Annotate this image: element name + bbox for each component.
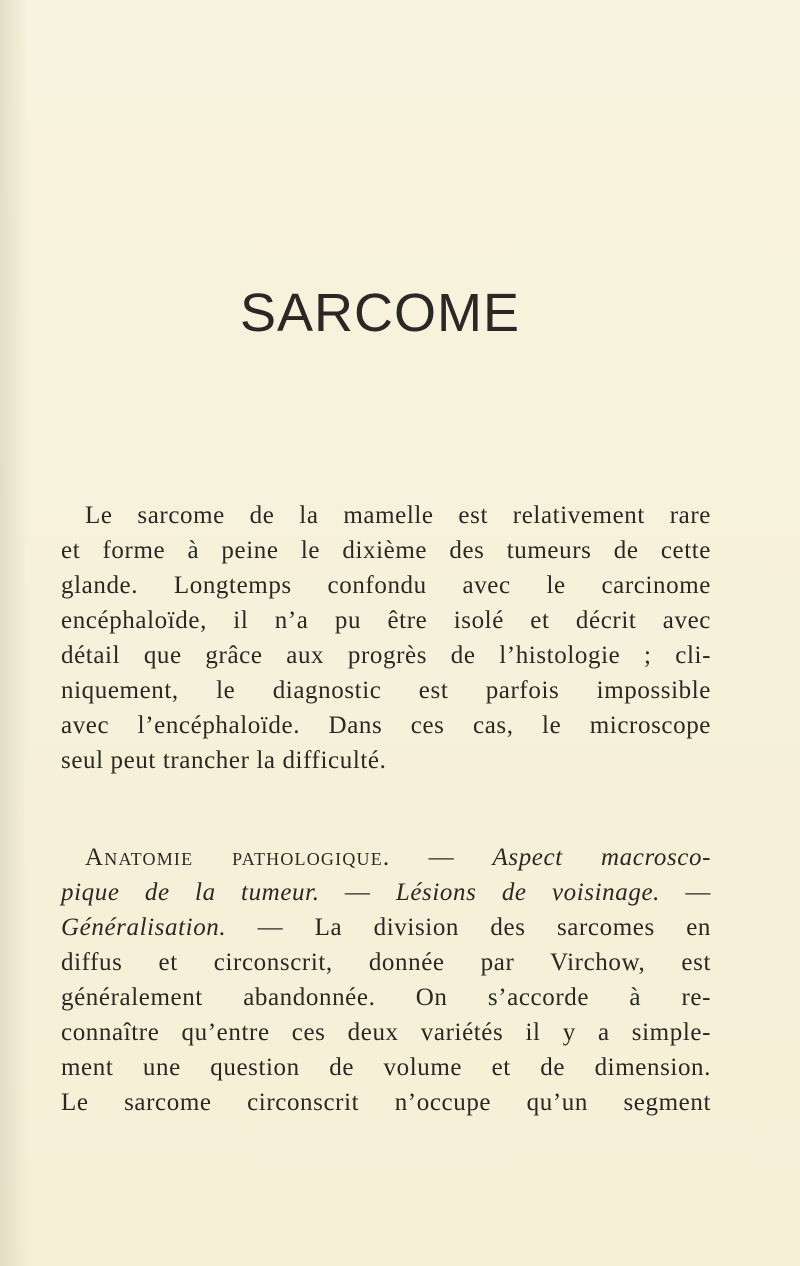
text-line: seul peut trancher la difficulté. [61, 747, 387, 774]
italic-subheading: Généralisation. [61, 914, 227, 941]
section-heading: Anatomie pathologique. [85, 844, 391, 871]
chapter-title: SARCOME [239, 283, 521, 343]
text-line: glande. Longtemps confondu avec le carcinome [61, 572, 711, 599]
italic-subheading: Aspect macrosco- [492, 844, 711, 871]
italic-subheading: pique de la tumeur. [61, 879, 320, 906]
text-line: connaître qu’entre ces deux variétés il y a simple- [61, 1019, 711, 1046]
paragraph-intro [61, 498, 711, 778]
text-line: et forme à peine le dixième des tumeurs de cette [61, 537, 711, 564]
text-line: détail que grâce aux progrès de l’histologie ; cli- [61, 642, 711, 669]
text-line: niquement, le diagnostic est parfois impossible [61, 677, 711, 704]
text-line: ment une question de volume et de dimension. [61, 1054, 711, 1081]
dash: — [390, 844, 493, 871]
text-line: avec l’encéphaloïde. Dans ces cas, le microscope [61, 712, 711, 739]
text-line: généralement abandonnée. On s’accorde à re- [61, 984, 711, 1011]
text-line: Le sarcome de la mamelle est relativement rare [85, 502, 711, 529]
text-line [61, 840, 711, 875]
text-line: Le sarcome circonscrit n’occupe qu’un segment [61, 1089, 711, 1116]
text-line: encéphaloïde, il n’a pu être isolé et décrit avec [61, 607, 711, 634]
dash: — [660, 879, 711, 906]
dash: — [319, 879, 396, 906]
text-line [61, 910, 711, 945]
italic-subheading: Lésions de voisinage. [395, 879, 661, 906]
text-run: — La division des sarcomes en [226, 914, 711, 941]
paragraph-anatomy [61, 840, 711, 1120]
text-line: diffus et circonscrit, donnée par Virchow, est [61, 949, 711, 976]
text-line [61, 875, 711, 910]
